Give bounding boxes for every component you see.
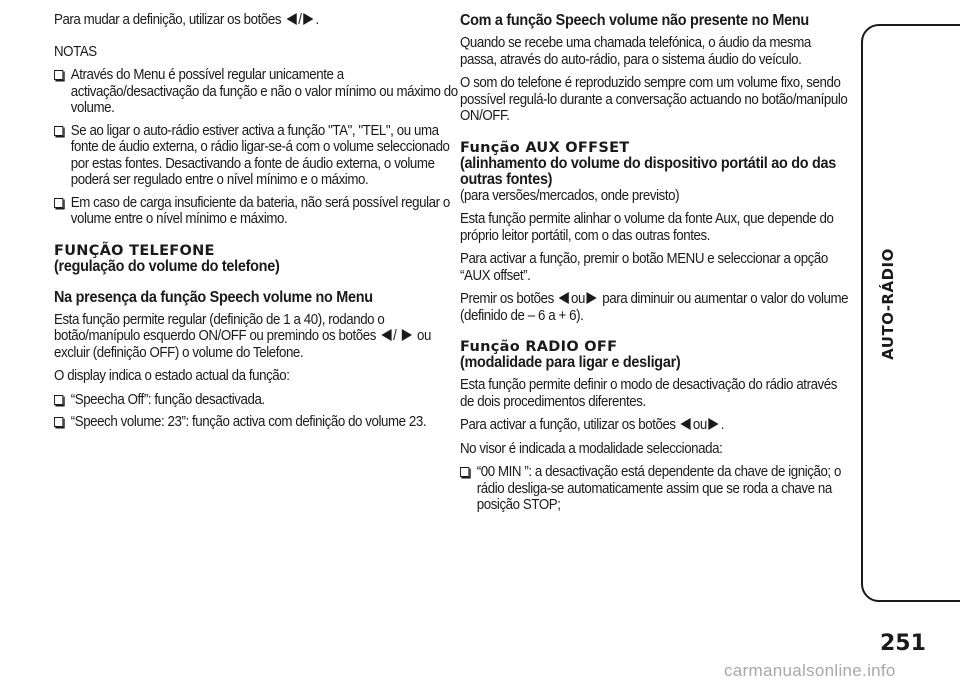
intro-separator: / <box>298 12 302 28</box>
no-speech-paragraph-1: Quando se recebe uma chamada telefónica, o áudio da mesma passa, através do auto-rádio, para o sistema áudio do veículo. <box>460 35 811 68</box>
right-arrow-icon <box>709 418 719 430</box>
no-speech-heading: Com a função Speech volume não presente no Menu <box>460 12 809 29</box>
speech-heading: Na presença da função Speech volume no Menu <box>54 288 373 306</box>
checkbox-bullet-icon <box>54 417 63 427</box>
notes-title: NOTAS <box>54 43 97 60</box>
left-arrow-icon <box>286 13 296 25</box>
aux-paragraph-2: Para activar a função, premir o botão MENU e seleccionar a opção “AUX offset”. <box>460 251 828 284</box>
notes-list <box>54 67 458 228</box>
radio-off-paragraph-2: Para activar a função, utilizar os botões ou . <box>460 417 725 433</box>
checkbox-bullet-icon <box>54 70 63 80</box>
intro-paragraph <box>54 12 442 29</box>
radio-off-paragraph-3: No visor é indicada a modalidade seleccionada: <box>460 440 723 457</box>
section-side-tab <box>861 24 960 602</box>
right-arrow-icon <box>587 292 597 304</box>
radio-off-paragraph-1: Esta função permite definir o modo de desactivação do rádio através de dois procedimentos diferentes. <box>460 377 837 410</box>
radio-off-list <box>460 464 850 514</box>
right-arrow-icon <box>402 329 412 341</box>
intro-text: Para mudar a definição, utilizar os botões <box>54 12 282 28</box>
aux-heading: Função AUX OFFSET <box>460 139 630 156</box>
watermark: carmanualsonline.info <box>724 661 896 680</box>
right-arrow-icon <box>303 13 313 25</box>
list-item: “Speech volume: 23”: função activa com definição do volume 23. <box>54 414 459 431</box>
radio-off-heading: Função RADIO OFF <box>460 339 618 355</box>
radio-off-subheading: (modalidade para ligar e desligar) <box>460 354 681 371</box>
checkbox-bullet-icon <box>54 395 63 405</box>
list-item: “Speecha Off”: função desactivada. <box>54 392 459 409</box>
intro-end: . <box>315 12 319 28</box>
aux-paragraph-1: Esta função permite alinhar o volume da fonte Aux, que depende do próprio leitor portátil, com o das outras fontes. <box>460 211 834 244</box>
speech-paragraph-1: Esta função permite regular (definição de 1 a 40), rodando o botão/manípulo esquerdo ON/OFF ou premindo os botões / ou excluir (definição OFF) o volume do Telefone. <box>54 311 431 361</box>
left-arrow-icon <box>681 418 691 430</box>
list-item: Em caso de carga insuficiente da bateria, não será possível regular o volume entre o nível mínimo e máximo. <box>54 195 459 228</box>
checkbox-bullet-icon <box>460 467 469 477</box>
left-arrow-icon <box>381 329 391 341</box>
speech-paragraph-2: O display indica o estado actual da função: <box>54 368 290 384</box>
telefone-subheading: (regulação do volume do telefone) <box>54 257 280 275</box>
list-item: “00 MIN ”: a desactivação está dependente da chave de ignição; o rádio desliga-se automaticamente assim que se roda a chave na posição STOP; <box>460 464 865 514</box>
list-item: Através do Menu é possível regular unicamente a activação/desactivação da função e não o valor mínimo ou máximo do volume. <box>54 67 459 117</box>
checkbox-bullet-icon <box>54 126 63 136</box>
telefone-heading: FUNÇÃO TELEFONE <box>54 242 215 259</box>
left-column <box>54 12 458 438</box>
checkbox-bullet-icon <box>54 198 63 208</box>
aux-paragraph-3: Premir os botões ou para diminuir ou aumentar o valor do volume (definido de – 6 a + 6). <box>460 291 849 324</box>
right-column <box>460 12 850 521</box>
aux-note: (para versões/mercados, onde previsto) <box>460 187 680 204</box>
speech-list <box>54 392 444 431</box>
list-item: Se ao ligar o auto-rádio estiver activa a função "TA", "TEL", ou uma fonte de áudio externa, o rádio ligar-se-á com o volume seleccionado por estas fontes. Desactivando a fonte de áudio externa, o volume poderá ser regulado entre o nível mínimo e o máximo. <box>54 123 459 189</box>
page-number: 251 <box>880 631 926 656</box>
section-label: AUTO-RÁDIO <box>879 248 897 360</box>
no-speech-paragraph-2: O som do telefone é reproduzido sempre com um volume fixo, sendo possível regulá-lo durante a conversação actuando no botão/manípulo ON/OFF. <box>460 75 848 124</box>
aux-subheading: (alinhamento do volume do dispositivo portátil ao do das outras fontes) <box>460 154 837 188</box>
left-arrow-icon <box>559 292 569 304</box>
